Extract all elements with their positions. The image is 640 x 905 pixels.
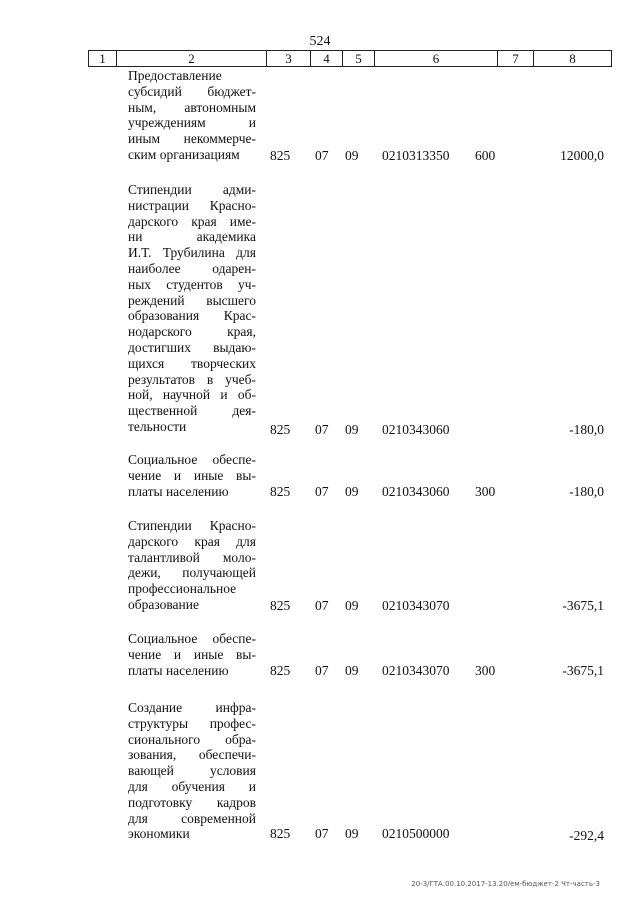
subsection-code: 09 [345,598,359,613]
target-article-code: 0210343060 [382,484,450,499]
subsection-code: 09 [345,422,359,437]
expense-type-code: 300 [475,663,496,678]
admin-code: 825 [270,826,291,841]
header-col-3: 3 [267,51,311,66]
expense-type-code: 300 [475,484,496,499]
target-article-code: 0210313350 [382,148,450,163]
amount: 12000,0 [560,148,604,163]
desc-line: Создание инфра- [128,700,256,715]
desc-line: структуры профес- [128,715,256,731]
desc-line: зования, обеспечи- [128,747,256,763]
desc-line: нодарского края, [128,324,256,340]
header-col-1: 1 [89,51,117,66]
desc-line: щихся творческих [128,355,256,371]
desc-line: профессиональное [128,581,237,597]
admin-code: 825 [270,484,291,499]
amount: -3675,1 [562,663,604,678]
row-description [128,182,256,435]
desc-line: для современной [128,810,256,826]
page-number: 524 [309,34,331,49]
row-description [128,68,256,163]
desc-line: ной, научной и об- [128,387,256,403]
desc-line: тельности [128,418,187,434]
desc-line: платы населению [128,483,229,499]
table-header [88,50,612,67]
expense-type-code: 600 [475,148,496,163]
desc-line: чение и иные вы- [128,467,256,483]
section-code: 07 [315,663,329,678]
admin-code: 825 [270,598,291,613]
desc-line: образование [128,596,199,612]
desc-line: иным некоммерче- [128,131,256,147]
desc-line: Стипендии адми- [128,182,256,197]
desc-line: Социальное обеспе- [128,452,256,467]
desc-line: экономики [128,826,190,842]
desc-line: результатов в учеб- [128,371,256,387]
desc-line: Социальное обеспе- [128,631,256,646]
subsection-code: 09 [345,484,359,499]
desc-line: субсидий бюджет- [128,83,256,99]
target-article-code: 0210343070 [382,598,450,613]
desc-line: подготовку кадров [128,794,256,810]
section-code: 07 [315,422,329,437]
subsection-code: 09 [345,663,359,678]
section-code: 07 [315,598,329,613]
subsection-code: 09 [345,826,359,841]
target-article-code: 0210343060 [382,422,450,437]
section-code: 07 [315,826,329,841]
desc-line: реждений высшего [128,292,256,308]
desc-line: нистрации Красно- [128,197,256,213]
amount: -180,0 [569,484,604,499]
header-col-8: 8 [569,51,576,66]
admin-code: 825 [270,663,291,678]
header-col-5: 5 [343,51,375,66]
desc-line: Предоставление [128,68,222,83]
desc-line: вающей условия [128,763,256,779]
target-article-code: 0210343070 [382,663,450,678]
desc-line: наиболее одарен- [128,260,256,276]
desc-line: ни академика [128,229,256,245]
desc-line: щественной дея- [128,403,256,419]
desc-line: ных студентов уч- [128,276,256,292]
subsection-code: 09 [345,148,359,163]
header-col-7: 7 [498,51,534,66]
desc-line: И.Т. Трубилина для [128,245,256,261]
desc-line: ским организациям [128,146,240,162]
header-col-6: 6 [375,51,498,66]
desc-line: талантливой моло- [128,549,256,565]
section-code: 07 [315,148,329,163]
amount: -292,4 [569,828,604,843]
footer-stamp: 20-3/ГТА.00.10.2017-13.20/ем-бюджет-2 Чт-часть-3 [411,880,600,888]
admin-code: 825 [270,422,291,437]
desc-line: учреждениям и [128,115,256,131]
amount: -3675,1 [562,598,604,613]
row-description [128,518,256,613]
header-col-4: 4 [311,51,343,66]
desc-line: для обучения и [128,778,256,794]
desc-line: Стипендии Красно- [128,518,256,533]
admin-code: 825 [270,148,291,163]
amount: -180,0 [569,422,604,437]
row-description [128,631,256,678]
desc-line: дарского края име- [128,213,256,229]
desc-line: достигших выдаю- [128,339,256,355]
row-description [128,700,256,842]
desc-line: дарского края для [128,533,256,549]
row-description [128,452,256,499]
target-article-code: 0210500000 [382,826,450,841]
desc-line: ным, автономным [128,99,256,115]
header-col-2: 2 [117,51,267,66]
desc-line: сионального обра- [128,731,256,747]
desc-line: чение и иные вы- [128,646,256,662]
desc-line: образования Крас- [128,308,256,324]
section-code: 07 [315,484,329,499]
desc-line: платы населению [128,662,229,678]
desc-line: дежи, получающей [128,565,256,581]
